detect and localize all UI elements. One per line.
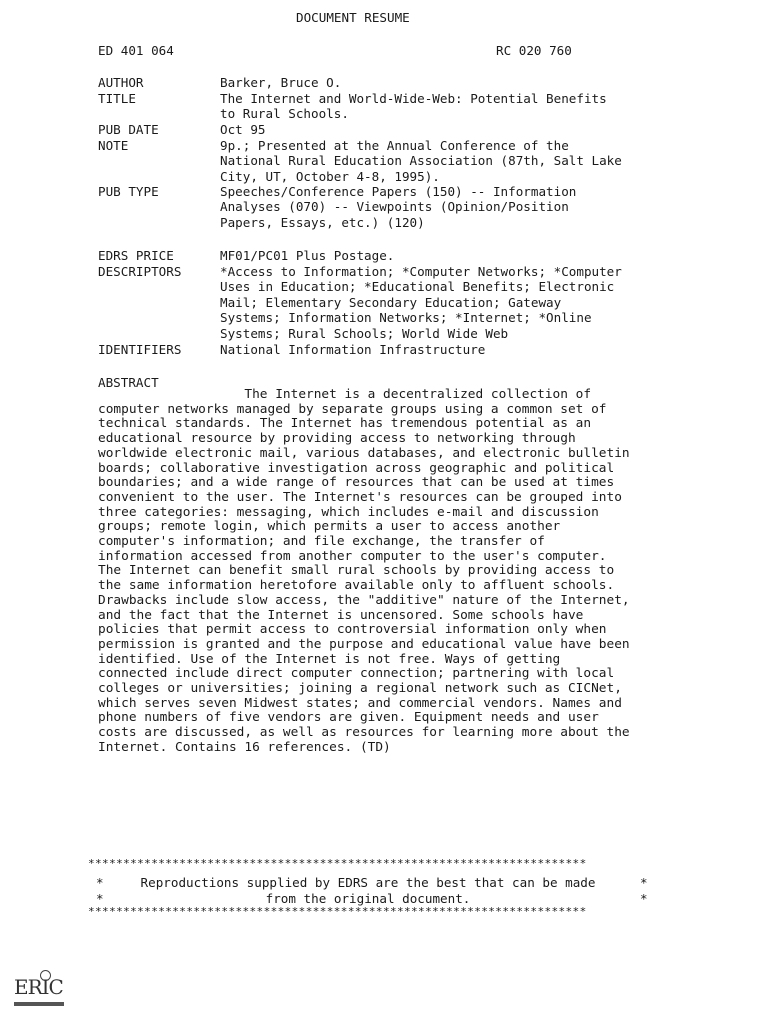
field-label: PUB DATE [98,122,159,137]
field-note [98,138,658,184]
field-value: *Access to Information; *Computer Networks; *Computer Uses in Education; *Educational Benefits; Electronic Mail; Elementary Secondary Education; Gateway Systems; Information Networks; *Internet; *Online Systems; Rural Schools; World Wide Web [220,264,622,341]
field-value: 9p.; Presented at the Annual Conference of the National Rural Education Association (87th, Salt Lake City, UT, October 4-8, 1995). [220,138,622,184]
rc-number: RC 020 760 [496,43,572,58]
reproduction-text-1: Reproductions supplied by EDRS are the best that can be made [140,875,596,890]
star-mark: * [96,891,104,906]
ed-number: ED 401 064 [98,43,174,58]
field-pub-type [98,184,658,230]
field-label: IDENTIFIERS [98,342,182,357]
document-title: DOCUMENT RESUME [296,10,410,25]
field-value: Oct 95 [220,122,266,137]
reproduction-text-2: from the original document. [265,891,471,906]
field-label: PUB TYPE [98,184,159,199]
field-value: National Information Infrastructure [220,342,486,357]
star-mark: * [640,875,648,890]
star-mark: * [640,891,648,906]
field-value: Speeches/Conference Papers (150) -- Information Analyses (070) -- Viewpoints (Opinion/Position Papers, Essays, etc.) (120) [220,184,577,230]
field-label: EDRS PRICE [98,248,174,263]
abstract-heading: ABSTRACT [98,375,159,390]
eric-logo-bar [14,1002,64,1006]
star-mark: * [96,875,104,890]
field-value: The Internet and World-Wide-Web: Potential Benefits to Rural Schools. [220,91,607,122]
star-border-top: *********************************************************************** [88,858,587,870]
field-edrs-price [98,248,658,263]
field-label: DESCRIPTORS [98,264,182,279]
field-value: Barker, Bruce O. [220,75,342,90]
field-pub-date [98,122,658,137]
field-author [98,75,658,90]
field-descriptors [98,264,658,341]
field-label: TITLE [98,91,136,106]
field-label: AUTHOR [98,75,144,90]
field-value: MF01/PC01 Plus Postage. [220,248,395,263]
field-label: NOTE [98,138,129,153]
abstract-text: The Internet is a decentralized collection of computer networks managed by separate groups using a common set of technical standards. The Internet has tremendous potential as an educational resource by providing access to networking through worldwide electronic mail, various databases, and electronic bulletin boards; collaborative investigation across geographic and political boundaries; and a wide range of resources that can be used at times convenient to the user. The Internet's resources can be grouped into three categories: messaging, which includes e-mail and discussion groups; remote login, which permits a user to access another computer's information; and file exchange, the transfer of information accessed from another computer to the user's computer. The Internet can benefit small rural schools by providing access to the same information heretofore available only to affluent schools. Drawbacks include slow access, the "additive" nature of the Internet, and the fact that the Internet is uncensored. Some schools have policies that permit access to controversial information only when permission is granted and the purpose and educational value have been identified. Use of the Internet is not free. Ways of getting connected include direct computer connection; partnering with local colleges or universities; joining a regional network such as CICNet, which serves seven Midwest states; and commercial vendors. Names and phone numbers of five vendors are given. Equipment needs and user costs are discussed, as well as resources for learning more about the Internet. Contains 16 references. (TD) [98,387,630,755]
field-identifiers [98,342,658,357]
star-border-bottom: *********************************************************************** [88,906,587,918]
eric-logo [14,968,70,1008]
eric-logo-text: ERIC [14,975,63,999]
field-title [98,91,658,122]
